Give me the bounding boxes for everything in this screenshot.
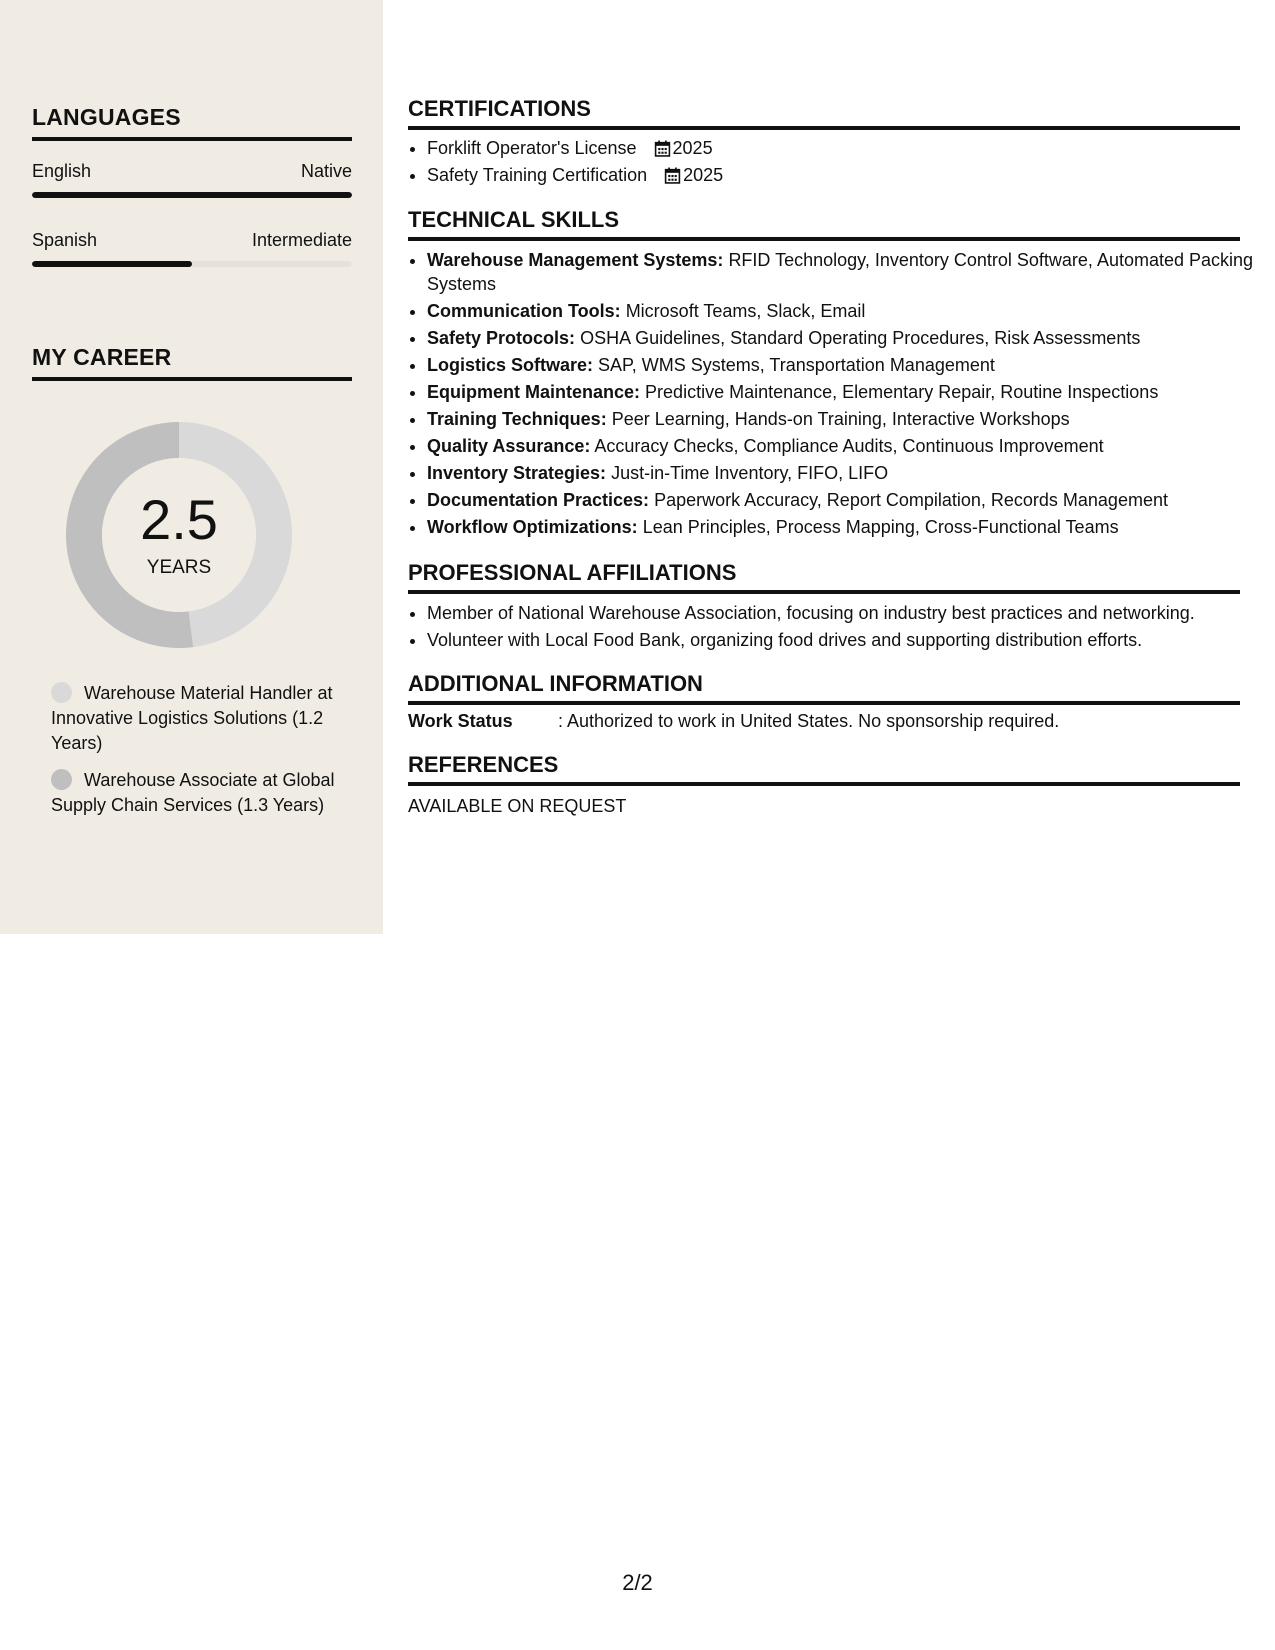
career-item [51,681,341,756]
language-name: Spanish [32,230,98,250]
work-status-value: : Authorized to work in United States. No sponsorship required. [558,711,1060,731]
languages-title: LANGUAGES [32,104,352,141]
certification-year: 2025 [672,138,713,158]
affiliations-title: PROFESSIONAL AFFILIATIONS [408,560,1240,594]
skill-item [427,515,1259,539]
work-status-row [408,711,1240,732]
certification-item [427,163,1259,187]
technical-skills-list [408,248,1259,542]
skill-item [427,461,1259,485]
skill-label: Equipment Maintenance: [427,382,641,402]
certification-year: 2025 [683,165,724,185]
career-item [51,768,341,818]
skill-label: Inventory Strategies: [427,463,607,483]
skill-value: Lean Principles, Process Mapping, Cross-Functional Teams [642,517,1119,537]
skill-value: Just-in-Time Inventory, FIFO, LIFO [611,463,889,483]
skill-item [427,434,1259,458]
skill-item [427,299,1259,323]
skill-label: Safety Protocols: [427,328,576,348]
legend-dot [51,682,72,703]
skill-item [427,488,1259,512]
skill-value: SAP, WMS Systems, Transportation Management [598,355,995,375]
skill-label: Communication Tools: [427,301,621,321]
skill-value: Predictive Maintenance, Elementary Repair, Routine Inspections [645,382,1159,402]
skill-item [427,248,1259,296]
career-total-unit: YEARS [146,557,212,578]
additional-info-title: ADDITIONAL INFORMATION [408,671,1240,705]
career-item-text: Warehouse Associate at Global Supply Chain Services (1.3 Years) [51,770,335,815]
language-row-english [32,161,352,182]
career-total-value: 2.5 [140,488,218,551]
language-row-spanish [32,230,352,251]
skill-value: OSHA Guidelines, Standard Operating Procedures, Risk Assessments [580,328,1141,348]
certifications-title: CERTIFICATIONS [408,96,1240,130]
language-bar-spanish [32,261,352,267]
career-title: MY CAREER [32,344,352,381]
skill-label: Quality Assurance: [427,436,591,456]
certification-name: Forklift Operator's License [427,138,637,158]
language-bar-english [32,192,352,198]
certification-name: Safety Training Certification [427,165,648,185]
references-text: AVAILABLE ON REQUEST [408,796,627,816]
skill-item [427,380,1259,404]
language-name: English [32,161,92,181]
skill-item [427,353,1259,377]
skill-value: RFID Technology, Inventory Control Software, Automated Packing Systems [427,250,1254,294]
work-status-label: Work Status [408,711,513,731]
career-item-text: Warehouse Material Handler at Innovative Logistics Solutions (1.2 Years) [51,683,333,753]
technical-skills-title: TECHNICAL SKILLS [408,207,1240,241]
skill-item [427,407,1259,431]
skill-value: Microsoft Teams, Slack, Email [625,301,866,321]
skill-label: Logistics Software: [427,355,594,375]
skill-item [427,326,1259,350]
skill-value: Accuracy Checks, Compliance Audits, Continuous Improvement [594,436,1104,456]
skill-value: Peer Learning, Hands-on Training, Interactive Workshops [611,409,1070,429]
certification-item [427,136,1259,160]
affiliation-item: • Volunteer with Local Food Bank, organizing food drives and supporting distribution efforts. [427,628,1259,652]
skill-label: Workflow Optimizations: [427,517,638,537]
skill-label: Training Techniques: [427,409,607,429]
skill-label: Warehouse Management Systems: [427,250,724,270]
affiliations-list [408,601,1259,655]
language-level: Intermediate [251,230,352,250]
language-bar-fill [32,192,352,198]
legend-dot [51,769,72,790]
page-number: 2/2 [622,1570,653,1595]
references-title: REFERENCES [408,752,1240,786]
language-level: Native [300,161,352,181]
skill-value: Paperwork Accuracy, Report Compilation, Records Management [654,490,1168,510]
affiliation-item: • Member of National Warehouse Association, focusing on industry best practices and networking. [427,601,1259,625]
language-bar-fill [32,261,192,267]
certifications-list [408,136,1259,190]
calendar-icon [664,167,681,184]
calendar-icon [654,140,671,157]
skill-label: Documentation Practices: [427,490,650,510]
